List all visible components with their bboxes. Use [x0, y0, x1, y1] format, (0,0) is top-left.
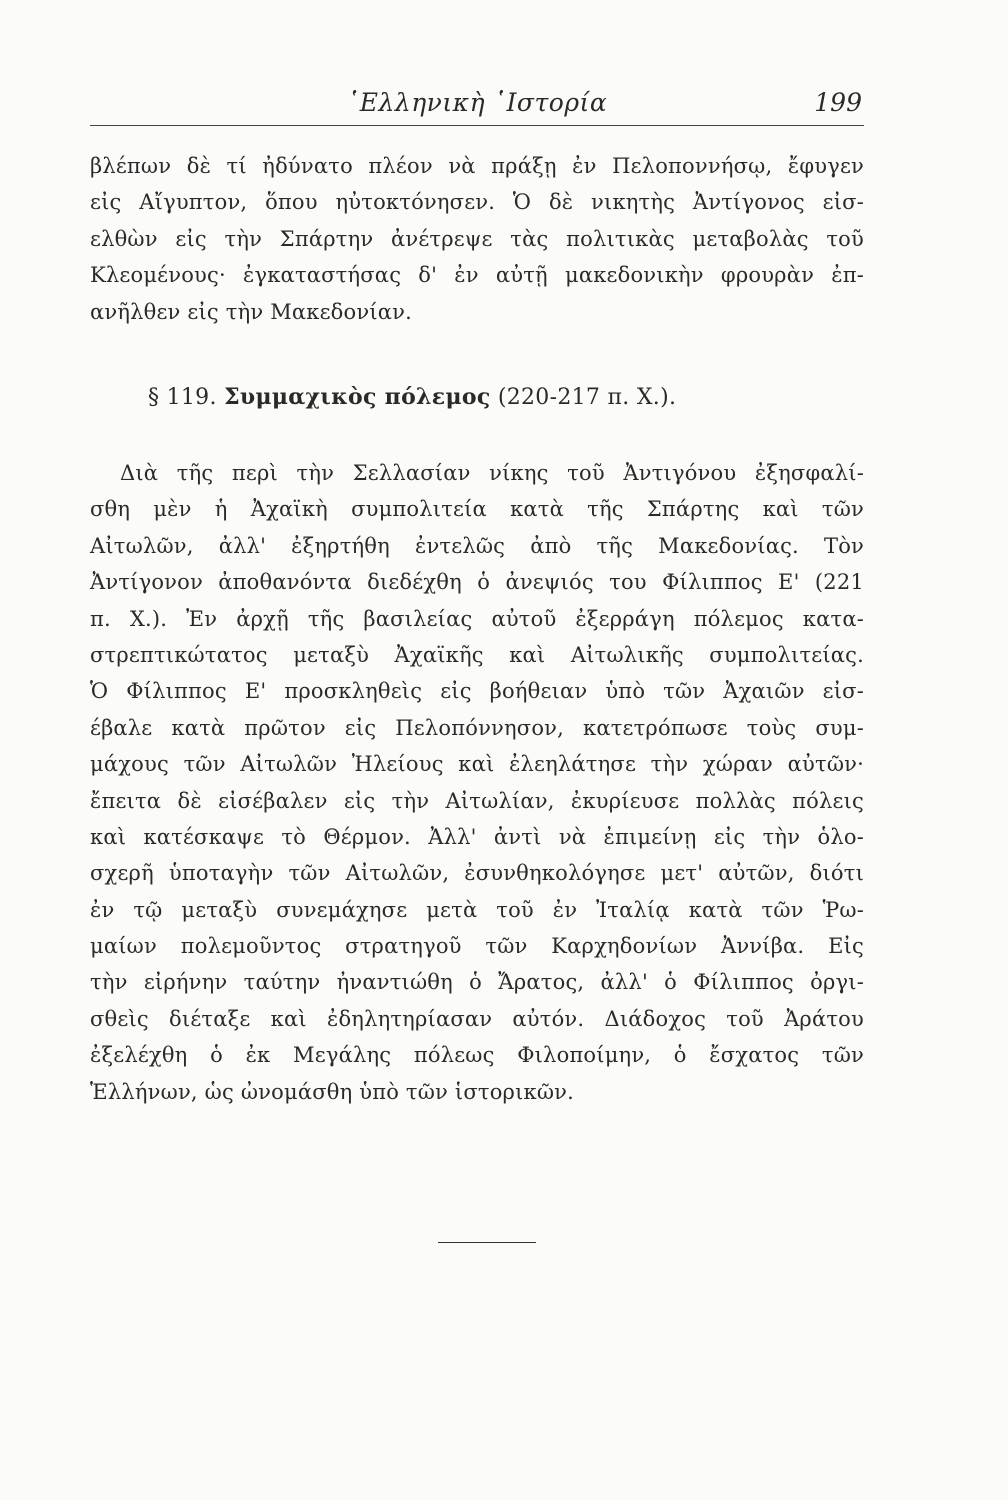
paragraph-continuation	[90, 148, 864, 330]
header-rule	[90, 125, 864, 126]
text-line: μάχους τῶν Αἰτωλῶν Ἠλείους καὶ ἐλεηλάτησε τὴν χώραν αὐτῶν·	[90, 752, 864, 777]
text-line: σχερῆ ὑποταγὴν τῶν Αἰτωλῶν, ἐσυνθηκολόγησε μετ' αὐτῶν, διότι	[90, 861, 864, 886]
text-line: καὶ κατέσκαψε τὸ Θέρμον. Ἀλλ' ἀντὶ νὰ ἐπιμείνῃ εἰς τὴν ὁλο-	[90, 824, 864, 849]
text-line: Ὁ Φίλιππος Ε' προσκληθεὶς εἰς βοήθειαν ὑπὸ τῶν Ἀχαιῶν εἰσ-	[90, 679, 864, 704]
section-title: Συμμαχικὸς πόλεμος	[224, 384, 491, 410]
text-line: έβαλε κατὰ πρῶτον εἰς Πελοπόννησον, κατετρόπωσε τοὺς συμ-	[90, 715, 864, 740]
text-line: Αἰτωλῶν, ἀλλ' ἐξηρτήθη ἐντελῶς ἀπὸ τῆς Μακεδονίας. Τὸν	[90, 533, 864, 558]
section-marker: § 119.	[148, 385, 217, 410]
text-line: ανῆλθεν εἰς τὴν Μακεδονίαν.	[90, 299, 412, 324]
text-line: σθη μὲν ἡ Ἀχαϊκὴ συμπολιτεία κατὰ τῆς Σπάρτης καὶ τῶν	[90, 497, 864, 522]
section-dates: (220-217 π. Χ.).	[497, 385, 677, 410]
text-line: σθεὶς διέταξε καὶ ἐδηλητηρίασαν αὐτόν. Διάδοχος τοῦ Ἀράτου	[90, 1006, 864, 1031]
text-line: βλέπων δὲ τί ἠδύνατο πλέον νὰ πράξῃ ἐν Πελοποννήσῳ, ἔφυγεν	[90, 154, 864, 178]
text-line: π. Χ.). Ἐν ἀρχῇ τῆς βασιλείας αὐτοῦ ἐξερράγη πόλεμος κατα-	[90, 606, 864, 631]
section-heading	[148, 384, 676, 410]
text-line: Ἀντίγονον ἀποθανόντα διεδέχθη ὁ ἀνεψιός του Φίλιππος Ε' (221	[90, 570, 864, 595]
text-line: ελθὼν εἰς τὴν Σπάρτην ἀνέτρεψε τὰς πολιτικὰς μεταβολὰς τοῦ	[90, 226, 864, 251]
running-title: ῾Ελληνικὴ ῾Ιστορία	[346, 88, 608, 117]
text-line: Ἑλλήνων, ὡς ὠνομάσθη ὑπὸ τῶν ἱστορικῶν.	[90, 1079, 575, 1104]
text-line: τὴν εἰρήνην ταύτην ἠναντιώθη ὁ Ἄρατος, ἀλλ' ὁ Φίλιππος ὀργι-	[90, 970, 864, 995]
text-line: Διὰ τῆς περὶ τὴν Σελλασίαν νίκης τοῦ Ἀντιγόνου ἐξησφαλί-	[120, 461, 864, 485]
page-header	[90, 88, 864, 128]
text-line: στρεπτικώτατος μεταξὺ Ἀχαϊκῆς καὶ Αἰτωλικῆς συμπολιτείας.	[90, 642, 864, 667]
text-line: ἐξελέχθη ὁ ἐκ Μεγάλης πόλεως Φιλοποίμην, ὁ ἔσχατος τῶν	[90, 1043, 864, 1068]
text-line: Κλεομένους· ἐγκαταστήσας δ' ἐν αὐτῇ μακεδονικὴν φρουρὰν ἐπ-	[90, 263, 864, 288]
paragraph-main	[90, 455, 864, 1110]
page-number: 199	[814, 88, 862, 117]
text-line: ἐν τῷ μεταξὺ συνεμάχησε μετὰ τοῦ ἐν Ἰταλίᾳ κατὰ τῶν Ῥω-	[90, 897, 864, 922]
text-line: εἰς Αἴγυπτον, ὅπου ηὐτοκτόνησεν. Ὁ δὲ νικητὴς Ἀντίγονος εἰσ-	[90, 190, 864, 215]
text-line: μαίων πολεμοῦντος στρατηγοῦ τῶν Καρχηδονίων Ἀννίβα. Εἰς	[90, 934, 864, 959]
end-rule	[438, 1242, 536, 1243]
text-line: ἔπειτα δὲ εἰσέβαλεν εἰς τὴν Αἰτωλίαν, ἐκυρίευσε πολλὰς πόλεις	[90, 788, 864, 813]
